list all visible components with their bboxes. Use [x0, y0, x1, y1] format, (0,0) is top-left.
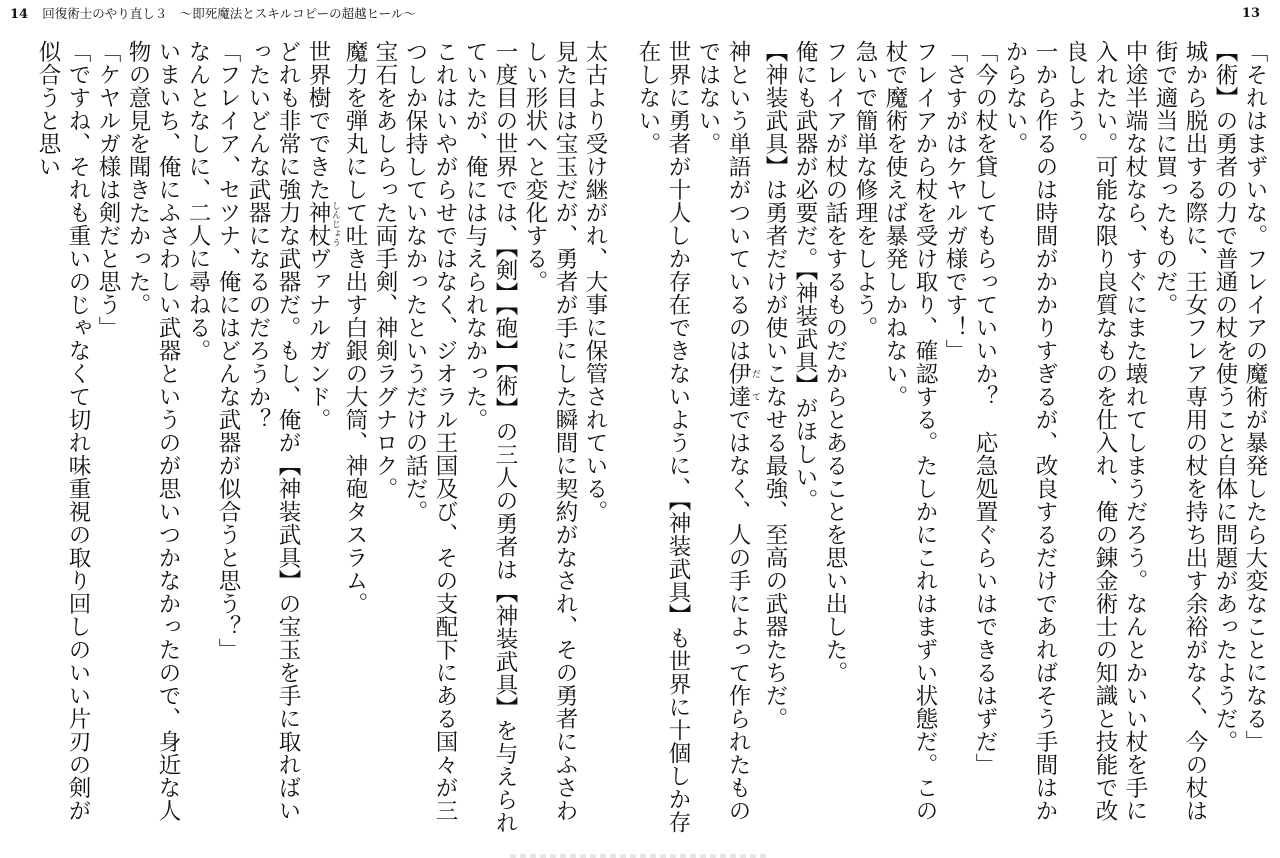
ruby-base: 伊達 — [725, 362, 751, 408]
paragraph: 「さすがはケヤルガ様です！」 — [942, 40, 968, 362]
left-page-body — [10, 40, 610, 840]
paragraph-with-ruby — [693, 40, 760, 840]
ruby-annotation — [725, 362, 760, 408]
paragraph: これはいやがらせではなく、ジオラル王国及び、その支配下にある国々が三つしか保持していなかったというだけの話だ。 — [402, 40, 458, 822]
paragraph: 世界に勇者が十人しか存在できないように、【神装武具】も世界に十個しか存在しない。 — [635, 40, 691, 834]
paragraph: 宝石をあしらった両手剣、神剣ラグナロク。 — [372, 40, 398, 500]
ruby-reading: だて — [750, 362, 760, 408]
paragraph: 「フレイア、セツナ、俺にはどんな武器が似合うと思う？」 — [215, 40, 241, 661]
paragraph: 「ケヤルガ様は剣だと思う」 — [95, 40, 121, 339]
paragraph: フレイアが杖の話をするものだからとあることを思い出した。 — [822, 40, 848, 684]
text-run: 神という単語がついているのは — [725, 40, 751, 362]
right-page-number: 13 — [1241, 6, 1260, 21]
paragraph: 「今の杖を貸してもらっていいか？ 応急処置ぐらいはできるはずだ」 — [972, 40, 998, 776]
paragraph: 【術】の勇者の力で普通の杖を使うこと自体に問題があったようだ。 — [1212, 40, 1238, 753]
paragraph: 一から作るのは時間がかかりすぎるが、改良するだけであればそう手間はかからない。 — [1002, 40, 1058, 822]
paragraph: 中途半端な杖なら、すぐにまた壊れてしまうだろう。なんとかいい杖を手に入れたい。可能な限り良質なものを仕入れ、俺の錬金術士の知識と技能で改良しよう。 — [1062, 40, 1148, 822]
paragraph: いまいち、俺にふさわしい武器というのが思いつかなかったので、身近な人物の意見を聞きたかった。 — [125, 40, 181, 822]
paragraph: 急いで簡単な修理をしよう。 — [852, 40, 878, 339]
text-run: ではなく、人の手によって作られたものではない。 — [695, 40, 751, 822]
paragraph: なんとなしに、二人に尋ねる。 — [185, 40, 211, 362]
ruby-base: 神杖 — [305, 201, 331, 247]
right-page-header — [1242, 6, 1270, 22]
scan-artifact-strip — [510, 854, 770, 858]
paragraph: 一度目の世界では、【剣】【砲】【術】の三人の勇者は【神装武具】を与えられていたが、俺には与えられなかった。 — [462, 40, 518, 835]
paragraph: 城から脱出する際に、王女フレア専用の杖を持ち出す余裕がなく、今の杖は街で適当に買ったものだ。 — [1152, 40, 1208, 822]
left-page-number: 14 — [10, 7, 29, 22]
paragraph: フレイアから杖を受け取り、確認する。たしかにこれはまずい状態だ。この杖で魔術を使えば暴発しかねない。 — [882, 40, 938, 822]
paragraph: 魔力を弾丸にして吐き出す白銀の大筒、神砲タスラム。 — [342, 40, 368, 615]
running-title: 回復術士のやり直し３ ～即死魔法とスキルコピーの超越ヒール～ — [42, 6, 416, 21]
paragraph-with-ruby — [303, 40, 340, 840]
ruby-annotation — [305, 201, 340, 247]
paragraph: 「それはまずいな。フレイアの魔術が暴発したら大変なことになる」 — [1242, 40, 1268, 753]
text-run: 世界樹でできた — [305, 40, 331, 201]
ruby-reading: しんじょう — [330, 201, 340, 247]
paragraph: 【神装武具】は勇者だけが使いこなせる最強、至高の武器たちだ。 — [762, 40, 788, 730]
right-page-body — [635, 40, 1270, 840]
paragraph: 「ですね、それも重いのじゃなくて切れ味重視の取り回しのいい片刃の剣が似合うと思い — [35, 40, 91, 822]
paragraph: 俺にも武器が必要だ。【神装武具】がほしい。 — [792, 40, 818, 512]
left-page-header — [10, 6, 416, 23]
text-run: ヴァナルガンド。 — [305, 247, 331, 431]
paragraph: どれも非常に強力な武器だ。もし、俺が【神装武具】の宝玉を手に取ればいったいどんな武器になるのだろうか？ — [245, 40, 301, 822]
paragraph: 見た目は宝玉だが、勇者が手にした瞬間に契約がなされ、その勇者にふさわしい形状へと変化する。 — [522, 40, 578, 822]
paragraph: 太古より受け継がれ、大事に保管されている。 — [582, 40, 608, 523]
